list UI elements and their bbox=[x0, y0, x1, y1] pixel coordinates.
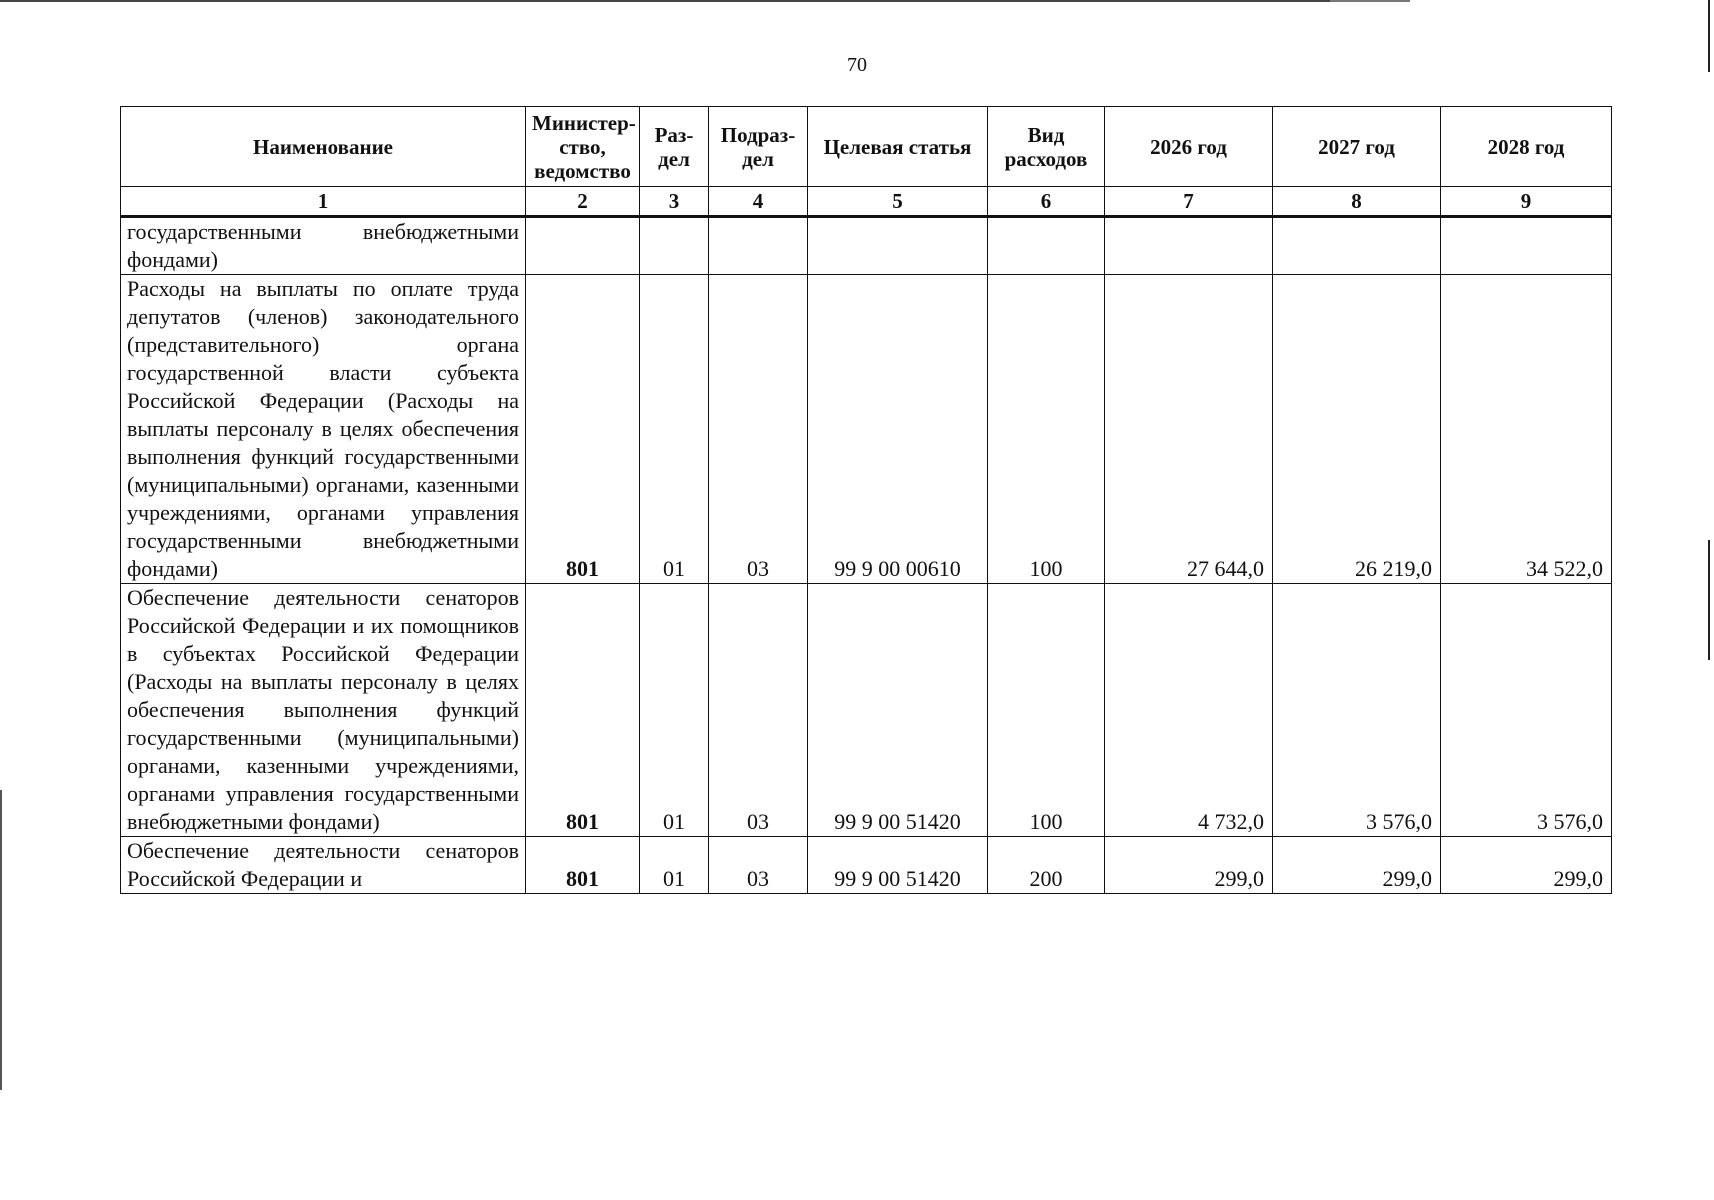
row-2027: 3 576,0 bbox=[1273, 584, 1441, 837]
row-2026: 27 644,0 bbox=[1105, 275, 1273, 584]
column-number: 3 bbox=[640, 187, 709, 217]
column-number: 1 bbox=[121, 187, 526, 217]
column-number: 8 bbox=[1273, 187, 1441, 217]
column-number: 4 bbox=[709, 187, 808, 217]
row-name: Обеспечение деятельности сенаторов Российской Федерации и их помощников в субъектах Российской Федерации (Расходы на выплаты персоналу в целях обеспечения выполнения функций государственными (муниципальными) органами, казенными учреждениями, органами управления государственными внебюджетными фондами) bbox=[121, 584, 526, 837]
column-number: 9 bbox=[1441, 187, 1612, 217]
header-target-article: Целевая статья bbox=[808, 107, 988, 187]
column-number: 2 bbox=[526, 187, 640, 217]
row-section: 01 bbox=[640, 584, 709, 837]
column-number: 6 bbox=[988, 187, 1105, 217]
row-expense-type: 200 bbox=[988, 837, 1105, 894]
row-subsection: 03 bbox=[709, 584, 808, 837]
row-expense-type bbox=[988, 217, 1105, 275]
table-row bbox=[121, 584, 1612, 837]
header-2028: 2028 год bbox=[1441, 107, 1612, 187]
row-name: Обеспечение деятельности сенаторов Российской Федерации и bbox=[121, 837, 526, 894]
row-subsection bbox=[709, 217, 808, 275]
row-2026: 4 732,0 bbox=[1105, 584, 1273, 837]
header-section: Раз-дел bbox=[640, 107, 709, 187]
row-ministry: 801 bbox=[526, 837, 640, 894]
row-name: государственными внебюджетными фондами) bbox=[121, 217, 526, 275]
row-subsection: 03 bbox=[709, 275, 808, 584]
row-2028: 3 576,0 bbox=[1441, 584, 1612, 837]
row-section bbox=[640, 217, 709, 275]
column-number: 7 bbox=[1105, 187, 1273, 217]
row-2027 bbox=[1273, 217, 1441, 275]
row-ministry bbox=[526, 217, 640, 275]
row-target-article bbox=[808, 217, 988, 275]
row-2027: 26 219,0 bbox=[1273, 275, 1441, 584]
table-row bbox=[121, 217, 1612, 275]
row-name: Расходы на выплаты по оплате труда депутатов (членов) законодательного (представительного) органа государственной власти субъекта Российской Федерации (Расходы на выплаты персоналу в целях обеспечения выполнения функций государственными (муниципальными) органами, казенными учреждениями, органами управления государственными внебюджетными фондами) bbox=[121, 275, 526, 584]
column-number: 5 bbox=[808, 187, 988, 217]
header-2026: 2026 год bbox=[1105, 107, 1273, 187]
header-subsection: Подраз-дел bbox=[709, 107, 808, 187]
row-expense-type: 100 bbox=[988, 275, 1105, 584]
scan-artifact-top bbox=[0, 0, 1410, 2]
row-2028 bbox=[1441, 217, 1612, 275]
row-2026 bbox=[1105, 217, 1273, 275]
row-section: 01 bbox=[640, 837, 709, 894]
row-2026: 299,0 bbox=[1105, 837, 1273, 894]
header-name: Наименование bbox=[121, 107, 526, 187]
row-target-article: 99 9 00 51420 bbox=[808, 837, 988, 894]
row-2028: 299,0 bbox=[1441, 837, 1612, 894]
row-target-article: 99 9 00 51420 bbox=[808, 584, 988, 837]
column-number-row bbox=[121, 187, 1612, 217]
row-section: 01 bbox=[640, 275, 709, 584]
scan-artifact-top-short bbox=[1330, 0, 1410, 2]
row-ministry: 801 bbox=[526, 584, 640, 837]
table-row bbox=[121, 837, 1612, 894]
scan-artifact-left-edge bbox=[0, 790, 2, 1090]
page-number: 70 bbox=[847, 54, 867, 76]
scan-artifact-right-edge bbox=[1708, 0, 1710, 1200]
row-2027: 299,0 bbox=[1273, 837, 1441, 894]
row-ministry: 801 bbox=[526, 275, 640, 584]
row-expense-type: 100 bbox=[988, 584, 1105, 837]
header-2027: 2027 год bbox=[1273, 107, 1441, 187]
budget-table bbox=[120, 106, 1612, 894]
row-2028: 34 522,0 bbox=[1441, 275, 1612, 584]
header-expense-type: Вид расходов bbox=[988, 107, 1105, 187]
header-row bbox=[121, 107, 1612, 187]
header-ministry: Министер-ство, ведомство bbox=[526, 107, 640, 187]
table-row bbox=[121, 275, 1612, 584]
row-target-article: 99 9 00 00610 bbox=[808, 275, 988, 584]
row-subsection: 03 bbox=[709, 837, 808, 894]
